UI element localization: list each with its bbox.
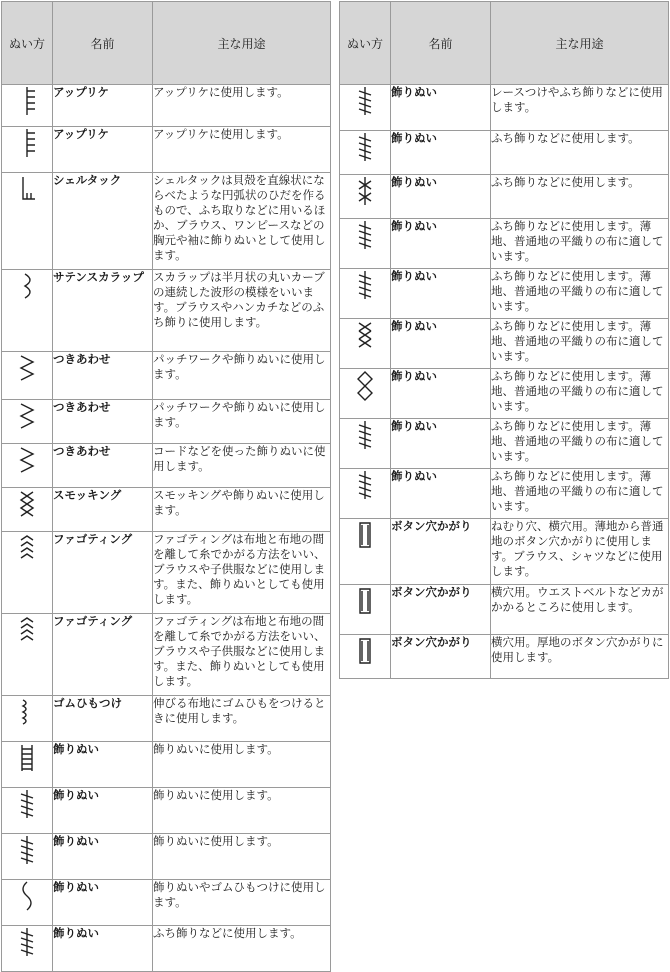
stitch-use: パッチワークや飾りぬいに使用します。 (153, 400, 331, 444)
stitch-pattern-cell (2, 614, 53, 696)
header-use: 主な用途 (153, 2, 331, 85)
header-stitch: ぬい方 (2, 2, 53, 85)
stitch-table-right (339, 1, 669, 679)
decorative-stitch-icon (353, 131, 377, 163)
patchwork-stitch-icon (15, 444, 39, 476)
header-stitch: ぬい方 (340, 2, 391, 85)
stitch-name: 飾りぬい (391, 175, 491, 219)
buttonhole-stitch-icon (353, 585, 377, 617)
header-use: 主な用途 (491, 2, 669, 85)
table-row (340, 519, 669, 585)
stitch-use: 伸びる布地にゴムひもをつけるときに使用します。 (153, 696, 331, 742)
stitch-pattern-cell (2, 788, 53, 834)
satin-scallop-stitch-icon (15, 270, 39, 302)
table-row (340, 219, 669, 269)
header-name: 名前 (391, 2, 491, 85)
stitch-pattern-cell (2, 926, 53, 972)
table-row (2, 742, 331, 788)
stitch-use: コードなどを使った飾りぬいに使用します。 (153, 444, 331, 488)
table-row (2, 85, 331, 127)
stitch-use: レースつけやふち飾りなどに使用します。 (491, 85, 669, 131)
table-header-row (2, 2, 331, 85)
stitch-use: ふち飾りなどに使用します。薄地、普通地の平織りの布に適しています。 (491, 319, 669, 369)
stitch-use: シェルタックは貝殻を直線状にならべたような円弧状のひだを作るもので、ふち取りなどに用いるほか、ブラウス、ワンピースなどの胸元や袖に飾りぬいとして使用します。 (153, 173, 331, 270)
table-row (2, 614, 331, 696)
stitch-name: 飾りぬい (53, 880, 153, 926)
stitch-name: ゴムひもつけ (53, 696, 153, 742)
decorative-stitch-icon (353, 419, 377, 451)
stitch-name: シェルタック (53, 173, 153, 270)
stitch-pattern-cell (340, 369, 391, 419)
stitch-pattern-cell (2, 85, 53, 127)
stitch-use: ふち飾りなどに使用します。 (153, 926, 331, 972)
stitch-pattern-cell (340, 319, 391, 369)
table-row (2, 173, 331, 270)
table-row (2, 127, 331, 173)
stitch-use: スカラップは半月状の丸いカーブの連続した波形の模様をいいます。ブラウスやハンカチなどのふち飾りに使用します。 (153, 270, 331, 352)
cross-stitch-icon (353, 319, 377, 351)
stitch-use: 横穴用。厚地のボタン穴かがりに使用します。 (491, 635, 669, 679)
stitch-name: ファゴティング (53, 532, 153, 614)
stitch-name: ファゴティング (53, 614, 153, 696)
stitch-pattern-cell (2, 400, 53, 444)
table-row (2, 352, 331, 400)
stitch-pattern-cell (340, 85, 391, 131)
stitch-name: 飾りぬい (53, 926, 153, 972)
stitch-pattern-cell (340, 175, 391, 219)
stitch-pattern-cell (2, 173, 53, 270)
table-row (2, 444, 331, 488)
stitch-name: 飾りぬい (391, 419, 491, 469)
stitch-name: サテンスカラップ (53, 270, 153, 352)
buttonhole-stitch-icon (353, 635, 377, 667)
stitch-name: 飾りぬい (391, 369, 491, 419)
stitch-use: 飾りぬいに使用します。 (153, 834, 331, 880)
applique-stitch-icon (15, 85, 39, 117)
stitch-name: アップリケ (53, 85, 153, 127)
stitch-use: パッチワークや飾りぬいに使用します。 (153, 352, 331, 400)
fagoting-stitch-icon (15, 532, 39, 564)
stitch-pattern-cell (2, 352, 53, 400)
stitch-name: 飾りぬい (391, 219, 491, 269)
stitch-name: ボタン穴かがり (391, 635, 491, 679)
stitch-use: スモッキングや飾りぬいに使用します。 (153, 488, 331, 532)
stitch-name: 飾りぬい (391, 85, 491, 131)
table-row (340, 85, 669, 131)
patchwork-stitch-icon (15, 352, 39, 384)
table-row (340, 419, 669, 469)
table-row (2, 696, 331, 742)
table-row (2, 532, 331, 614)
stitch-pattern-cell (2, 270, 53, 352)
stitch-pattern-cell (2, 532, 53, 614)
stitch-pattern-cell (340, 219, 391, 269)
patchwork-stitch-icon (15, 400, 39, 432)
stitch-table-left (1, 1, 331, 972)
stitch-use: 横穴用。ウエストベルトなどカがかかるところに使用します。 (491, 585, 669, 635)
stitch-name: ボタン穴かがり (391, 585, 491, 635)
stitch-pattern-cell (2, 834, 53, 880)
table-row (340, 269, 669, 319)
stitch-name: ボタン穴かがり (391, 519, 491, 585)
table-row (2, 788, 331, 834)
stitch-use: ふち飾りなどに使用します。薄地、普通地の平織りの布に適しています。 (491, 469, 669, 519)
stitch-name: 飾りぬい (391, 269, 491, 319)
decorative-stitch-icon (15, 926, 39, 958)
stitch-use: 飾りぬいに使用します。 (153, 742, 331, 788)
stitch-use: 飾りぬいに使用します。 (153, 788, 331, 834)
stitch-pattern-cell (2, 742, 53, 788)
stitch-use: ふち飾りなどに使用します。 (491, 175, 669, 219)
table-row (340, 131, 669, 175)
table-row (340, 369, 669, 419)
fagoting-stitch-icon (15, 614, 39, 646)
stitch-name: つきあわせ (53, 444, 153, 488)
star-stitch-icon (353, 175, 377, 207)
stitch-use: ファゴティングは布地と布地の間を離して糸でかがる方法をいい、ブラウスや子供服などに使用します。また、飾りぬいとしても使用します。 (153, 532, 331, 614)
buttonhole-stitch-icon (353, 519, 377, 551)
decorative-stitch-icon (353, 469, 377, 501)
decorative-stitch-icon (15, 788, 39, 820)
stitch-name: 飾りぬい (53, 788, 153, 834)
stitch-use: アップリケに使用します。 (153, 85, 331, 127)
table-row (2, 834, 331, 880)
stitch-use: ふち飾りなどに使用します。薄地、普通地の平織りの布に適しています。 (491, 269, 669, 319)
stitch-pattern-cell (2, 444, 53, 488)
table-row (340, 585, 669, 635)
stitch-pattern-cell (340, 519, 391, 585)
stitch-name: つきあわせ (53, 400, 153, 444)
stitch-use: 飾りぬいやゴムひもつけに使用します。 (153, 880, 331, 926)
shell-tuck-stitch-icon (15, 173, 39, 205)
table-row (340, 635, 669, 679)
applique-stitch-icon (15, 127, 39, 159)
stitch-name: 飾りぬい (391, 319, 491, 369)
stitch-name: スモッキング (53, 488, 153, 532)
table-row (2, 488, 331, 532)
header-name: 名前 (53, 2, 153, 85)
table-row (340, 175, 669, 219)
stitch-name: 飾りぬい (53, 834, 153, 880)
serpentine-stitch-icon (15, 880, 39, 912)
stitch-use: ねむり穴、横穴用。薄地から普通地のボタン穴かがりに使用します。ブラウス、シャツなどに使用します。 (491, 519, 669, 585)
stitch-name: つきあわせ (53, 352, 153, 400)
table-row (2, 400, 331, 444)
ladder-stitch-icon (15, 742, 39, 774)
stitch-use: ふち飾りなどに使用します。薄地、普通地の平織りの布に適しています。 (491, 419, 669, 469)
elastic-stitch-icon (15, 696, 39, 728)
stitch-pattern-cell (340, 419, 391, 469)
decorative-stitch-icon (353, 219, 377, 251)
table-row (2, 926, 331, 972)
table-row (340, 469, 669, 519)
stitch-pattern-cell (2, 488, 53, 532)
stitch-pattern-cell (340, 635, 391, 679)
stitch-pattern-cell (340, 469, 391, 519)
stitch-pattern-cell (2, 127, 53, 173)
stitch-pattern-cell (2, 696, 53, 742)
stitch-name: 飾りぬい (391, 469, 491, 519)
stitch-pattern-cell (2, 880, 53, 926)
decorative-stitch-icon (15, 834, 39, 866)
stitch-use: アップリケに使用します。 (153, 127, 331, 173)
stitch-use: ファゴティングは布地と布地の間を離して糸でかがる方法をいい、ブラウスや子供服などに使用します。また、飾りぬいとしても使用します。 (153, 614, 331, 696)
stitch-pattern-cell (340, 131, 391, 175)
stitch-name: 飾りぬい (53, 742, 153, 788)
stitch-name: アップリケ (53, 127, 153, 173)
decorative-stitch-icon (353, 269, 377, 301)
stitch-pattern-cell (340, 269, 391, 319)
table-row (340, 319, 669, 369)
decorative-stitch-icon (353, 85, 377, 117)
stitch-use: ふち飾りなどに使用します。薄地、普通地の平織りの布に適しています。 (491, 219, 669, 269)
stitch-use: ふち飾りなどに使用します。 (491, 131, 669, 175)
stitch-use: ふち飾りなどに使用します。薄地、普通地の平織りの布に適しています。 (491, 369, 669, 419)
table-row (2, 880, 331, 926)
table-header-row (340, 2, 669, 85)
stitch-name: 飾りぬい (391, 131, 491, 175)
stitch-pattern-cell (340, 585, 391, 635)
diamond-stitch-icon (353, 369, 377, 401)
smocking-stitch-icon (15, 488, 39, 520)
table-row (2, 270, 331, 352)
